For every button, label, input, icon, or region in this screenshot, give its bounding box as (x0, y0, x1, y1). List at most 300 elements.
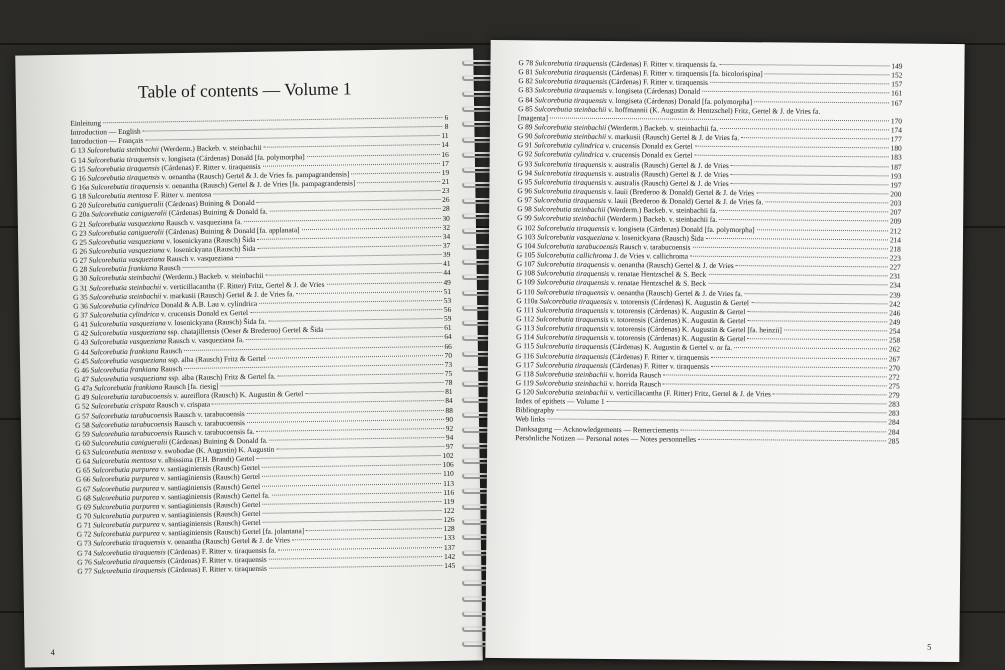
toc-entry-page: 88 (445, 405, 453, 415)
toc-entry-page: 284 (888, 427, 900, 437)
toc-entry-page: 61 (444, 323, 452, 333)
toc-entry-page: 197 (890, 180, 902, 190)
toc-entry-variety: (Werderm.) Backeb. v. steinbachii fa. (605, 214, 718, 225)
dot-leader (773, 393, 887, 395)
dot-leader (731, 174, 889, 176)
toc-entry-page: 242 (889, 299, 901, 309)
toc-entry-page: 92 (445, 423, 454, 433)
toc-entry-species: Sulcorebutia vasqueziana (89, 327, 166, 338)
toc-entry-code: [magenta] (517, 113, 549, 123)
toc-entry-species: Sulcorebutia steinbachii (535, 369, 608, 379)
dot-leader (751, 302, 887, 304)
toc-entry-code: G 103 (516, 231, 538, 242)
toc-entry-code: G 42 (73, 328, 91, 338)
dot-leader (246, 336, 442, 340)
toc-entry-code: G 91 (517, 140, 535, 150)
dot-leader (711, 366, 887, 369)
toc-entry-page: 246 (889, 308, 901, 318)
toc-entry-code: G 97 (517, 195, 534, 205)
toc-entry-code: Introduction — Français (70, 135, 144, 147)
toc-entry-code: G 92 (517, 149, 535, 159)
toc-entry-page: 145 (444, 560, 456, 570)
dot-leader (708, 274, 887, 277)
toc-entry-species: Sulcorebutia vasqueziana (90, 336, 167, 347)
toc-entry-variety: v. totorensis (Cárdenas) K. Augustin & Gertel (608, 314, 746, 326)
toc-entry-code: G 76 (77, 557, 94, 567)
toc-entry-code: G 64 (75, 456, 93, 466)
toc-entry-species: Sulcorebutia tiraquensis (533, 186, 607, 196)
toc-entry-variety: v. lauii (Brederoo & Donald) Gertel & J. de Vries (605, 186, 755, 198)
toc-entry-code: G 116 (515, 350, 536, 360)
toc-entry-variety: (Cárdenas) F. Ritter v. tiraquensis (165, 563, 267, 575)
toc-entry-label (77, 564, 267, 576)
dot-leader (257, 236, 440, 240)
toc-entry-page: 119 (443, 496, 455, 506)
toc-entry-variety: v. longiseta (Cárdenas) Donald [fa. polymorpha] (159, 151, 305, 163)
toc-entry-variety: v. losenickyana (Rausch) Šida (164, 234, 256, 246)
dot-leader (269, 556, 442, 560)
toc-entry-page: 122 (443, 505, 455, 516)
toc-entry-code: G 73 (76, 538, 94, 549)
toc-entry-species: Sulcorebutia tiraquensis (536, 314, 609, 324)
toc-entry-page: 284 (888, 417, 900, 428)
toc-entry-code: G 94 (517, 167, 535, 178)
toc-entry-code: G 98 (517, 204, 534, 214)
toc-entry-variety: v. santiaginiensis (Rausch) Gertel fa. (159, 490, 270, 502)
toc-entry-variety: v. verticillacantha (F. Ritter) Fritz, Gertel & J. de Vries (607, 388, 771, 399)
dot-leader (784, 330, 887, 332)
dot-leader (263, 163, 440, 167)
dot-leader (731, 165, 889, 167)
toc-entry-species: Sulcorebutia tiraquensis (533, 177, 607, 187)
toc-entry-variety: (Cárdenas) Buining & Donald [fa. applanata] (163, 224, 300, 237)
toc-entry-species: Sulcorebutia tarabucoensis (536, 241, 618, 251)
dot-leader (702, 91, 889, 94)
toc-entry-page: 231 (889, 271, 901, 281)
toc-entry-variety: ssp. alba (Rausch) Fritz & Gertel fa. (166, 371, 276, 383)
toc-entry-code: G 67 (75, 484, 93, 494)
toc-entry-page: 207 (890, 207, 902, 217)
toc-entry-species: Sulcorebutia canigueralii (91, 208, 167, 219)
toc-entry-species: Sulcorebutia tiraquensis (93, 556, 166, 567)
toc-entry-variety: (Werderm.) Backeb. v. steinbachii fa. (606, 122, 719, 133)
dot-leader (145, 135, 439, 141)
toc-entry-variety: v. crucensis Donald ex Gertel (603, 150, 693, 161)
toc-entry-species: Sulcorebutia crispata (91, 400, 155, 411)
toc-entry-variety: v. longiseta (Cárdenas) Donald (606, 86, 701, 97)
toc-entry-code: Danksagung — Acknowledgements — Remerciements (515, 423, 679, 435)
toc-entry-species: Sulcorebutia tiraquensis (93, 537, 166, 548)
toc-entry-species: Sulcorebutia tiraquensis (87, 163, 160, 174)
toc-entry-species: Sulcorebutia tiraquensis (536, 323, 609, 334)
toc-entry-code: G 102 (517, 222, 538, 232)
toc-entry-variety: v. aureiflora (Rausch) K. Augustin & Gertel (171, 389, 304, 401)
toc-entry-code: G 30 (72, 273, 90, 284)
toc-entry-variety: v. totorensis (Cárdenas) K. Augustin & Gertel [fa. heinzii] (608, 324, 782, 335)
toc-entry-code: G 96 (517, 186, 534, 196)
toc-entry-page: 187 (890, 161, 902, 172)
toc-entry-species: Sulcorebutia tiraquensis (536, 259, 610, 270)
toc-entry-species: Sulcorebutia tarabucoensis (91, 418, 173, 430)
toc-entry-variety: J. de Vries v. callichroma (611, 250, 689, 261)
toc-entry-code: G 23 (71, 228, 89, 238)
toc-entry-variety: v. oenantha (Rausch) Gertel & J. de Vries fa. (608, 287, 743, 298)
toc-entry-code: G 90 (517, 131, 535, 141)
toc-entry-page: 28 (442, 204, 450, 214)
toc-entry-species: Sulcorebutia steinbachii (533, 204, 606, 215)
toc-entry-code: G 68 (76, 493, 93, 503)
toc-entry-page: 102 (442, 451, 454, 461)
dot-leader (269, 208, 440, 212)
toc-entry-page: 258 (888, 335, 901, 345)
toc-entry-variety: ssp. chatajillensis (Oeser & Brederoo) Gertel & Šida (165, 325, 324, 337)
toc-entry-species: Sulcorebutia purpurea (92, 483, 160, 494)
toc-entry-code: G 105 (516, 250, 537, 260)
toc-entry-code: G 59 (75, 429, 92, 439)
toc-entry-page: 78 (444, 377, 453, 388)
toc-entry-page: 218 (889, 244, 901, 254)
toc-entry-code: G 104 (516, 240, 538, 251)
dot-leader (256, 428, 443, 432)
dot-leader (256, 455, 440, 459)
toc-entry-page: 270 (888, 363, 900, 373)
toc-entry-label (518, 113, 548, 122)
dot-leader (698, 439, 886, 442)
dot-leader (262, 501, 441, 505)
toc-entry-species: Sulcorebutia tiraquensis (533, 195, 606, 206)
dot-leader (262, 464, 441, 468)
toc-entry-variety: v. horrida Rausch (607, 378, 662, 389)
dot-leader (690, 256, 888, 259)
toc-entry-variety: v. markusii (Rausch) Gertel & J. de Vries fa. (161, 288, 295, 301)
dot-leader (706, 238, 888, 241)
toc-entry-variety: v. totorensis (Cárdenas) K. Augustin & Gertel (608, 333, 746, 344)
toc-entry-code: G 35 (72, 292, 90, 302)
toc-entry-species: Sulcorebutia purpurea (92, 519, 160, 530)
toc-entry-page: 283 (888, 399, 900, 409)
toc-entry-species: Sulcorebutia callichroma (536, 250, 612, 260)
toc-entry-code: G 63 (75, 447, 92, 457)
dot-leader (220, 382, 443, 386)
toc-entry-variety: Rausch v. tarabucoensis (172, 408, 245, 419)
toc-entry-species: Sulcorebutia vasqueziana (90, 373, 167, 384)
toc-entry-page: 133 (443, 533, 455, 543)
toc-entry-code: Bibliography (515, 405, 555, 415)
dot-leader (745, 293, 888, 295)
toc-entry-species: Sulcorebutia steinbachii (535, 387, 608, 398)
toc-entry-species: Sulcorebutia tiraquensis (93, 546, 166, 558)
toc-entry-code: G 37 (73, 310, 90, 320)
toc-entry (515, 433, 899, 445)
toc-entry-code: G 65 (75, 465, 93, 476)
toc-entry-species: Sulcorebutia purpurea (92, 501, 160, 512)
toc-entry-variety: (Cárdenas) Buining & Donald (163, 198, 255, 209)
toc-entry-species: Sulcorebutia tiraquensis (534, 67, 608, 78)
dot-leader (765, 73, 890, 75)
toc-entry-page: 267 (888, 353, 900, 364)
toc-entry-species: Sulcorebutia purpurea (93, 528, 160, 539)
toc-entry-species: Sulcorebutia tiraquensis (534, 85, 607, 96)
toc-entry-species: Sulcorebutia steinbachii (89, 291, 162, 302)
dot-leader (184, 364, 442, 369)
toc-entry-variety: v. oenantha (Rausch) Gertel & J. de Vries (609, 260, 734, 271)
toc-entry-species: Sulcorebutia tiraquensis (534, 76, 608, 87)
toc-entry-species: Sulcorebutia steinbachii (535, 378, 608, 388)
dot-leader (681, 429, 887, 432)
toc-entry-species: Sulcorebutia tiraquensis (534, 158, 607, 169)
toc-entry-page: 227 (889, 262, 901, 272)
toc-entry-page: 223 (889, 253, 901, 263)
dot-leader (263, 510, 442, 514)
toc-entry-page: 97 (445, 441, 454, 451)
dot-leader (212, 400, 443, 405)
toc-entry-variety: v. verticillacantha (F. Ritter) Fritz, Gertel & J. de Vries (161, 279, 325, 291)
toc-entry-code: Web links (515, 414, 546, 424)
toc-entry-species: Sulcorebutia cylindrica (89, 300, 159, 311)
toc-entry-code: G 72 (76, 529, 94, 540)
toc-entry-variety: Rausch (158, 345, 183, 355)
toc-entry-code: G 66 (75, 474, 93, 485)
toc-entry-species: Sulcorebutia mentosa (91, 455, 157, 466)
toc-entry-species: Sulcorebutia tiraquensis (536, 277, 609, 288)
dot-leader (547, 419, 886, 423)
toc-entry-species: Sulcorebutia vasqueziana (88, 254, 165, 265)
toc-entry-variety: Rausch v. tarabucoensis (172, 417, 245, 428)
toc-entry-code: G 107 (516, 259, 537, 269)
dot-leader (305, 391, 443, 394)
toc-entry-label (70, 118, 101, 128)
toc-entry-page: 44 (443, 268, 451, 278)
toc-list-left (70, 113, 455, 576)
toc-entry-variety: v. oenantha (Rausch) Gertel & J. de Vries (165, 535, 291, 547)
toc-entry-code: G 28 (72, 264, 90, 275)
toc-entry-code: G 118 (515, 368, 536, 379)
dot-leader (262, 483, 441, 487)
toc-entry-page: 66 (444, 341, 452, 351)
toc-entry-code: G 81 (518, 67, 535, 77)
dot-leader (247, 409, 444, 413)
toc-entry-species: Sulcorebutia steinbachii (533, 213, 606, 224)
toc-entry-variety: v. hoffmannii (K. Augustin & Hentzschel) Fritz, Gertel & J. de Vries fa. (606, 104, 821, 116)
toc-entry-page: 113 (443, 478, 455, 488)
toc-entry-variety: v. crucensis Donald ex Gertel (158, 307, 249, 319)
toc-entry-species: Sulcorebutia purpurea (92, 473, 159, 484)
toc-entry-page: 64 (444, 332, 452, 342)
toc-entry-code: G 25 (72, 237, 89, 247)
toc-entry-species: Sulcorebutia tiraquensis (534, 94, 607, 105)
toc-entry-page: 16 (441, 149, 449, 159)
toc-entry-variety: v. renatae Hentzschel & S. Beck (608, 269, 707, 280)
toc-entry-code: Persönliche Notizen — Personal notes — Notes personnelles (515, 432, 697, 444)
toc-entry-species: Sulcorebutia cylindrica (534, 140, 604, 151)
toc-entry-variety: (Cárdenas) K. Augustin & Gertel v. or fa. (608, 342, 733, 353)
toc-entry-variety: ssp. alba (Rausch) Fritz & Gertel (166, 353, 266, 364)
toc-entry-species: Sulcorebutia canigueralii (87, 199, 164, 210)
toc-entry-species: Sulcorebutia tiraquensis (535, 341, 609, 352)
toc-entry-page: 249 (889, 317, 901, 327)
dot-leader (244, 218, 440, 222)
toc-entry-species: Sulcorebutia vasqueziana (88, 245, 165, 256)
toc-entry-species: Sulcorebutia vasqueziana (537, 232, 614, 242)
toc-entry-species: Sulcorebutia frankiana (88, 263, 158, 274)
toc-entry-variety: v. santiaginiensis (Rausch) Gertel (159, 499, 261, 511)
toc-entry-variety: v. australis (Rausch) Gertel & J. de Vries (606, 177, 729, 188)
dot-leader (747, 338, 887, 340)
toc-entry-variety: v. oenantha (Rausch) Gertel & J. de Vries [fa. pampagrandensis] (163, 178, 356, 191)
dot-leader (272, 492, 442, 496)
toc-entry-species: Sulcorebutia steinbachii (534, 104, 607, 114)
toc-entry-page: 177 (890, 134, 902, 144)
toc-entry-page: 126 (443, 514, 455, 525)
toc-entry-species: Sulcorebutia tarabucoensis (90, 391, 172, 402)
toc-entry-species: Sulcorebutia vasqueziana (88, 236, 165, 247)
toc-entry-code: G 110a (516, 295, 540, 306)
toc-entry-variety: v. santiaginiensis (Rausch) Gertel (158, 463, 260, 474)
toc-entry-species: Sulcorebutia purpurea (92, 492, 160, 503)
toc-entry-page: 84 (445, 396, 453, 406)
left-page (15, 48, 483, 667)
toc-entry-page: 90 (445, 414, 454, 424)
dot-leader (265, 272, 441, 276)
toc-entry-page: 279 (888, 390, 900, 400)
dot-leader (351, 172, 439, 174)
toc-entry-variety: v. santiaginiensis (Rausch) Gertel (159, 518, 261, 529)
toc-entry-page: 39 (442, 249, 451, 260)
toc-entry-page: 152 (891, 70, 903, 80)
toc-entry-code: G 117 (515, 359, 536, 369)
toc-entry-page: 26 (442, 195, 450, 205)
toc-entry-code: G 47 (74, 374, 91, 384)
dot-leader (748, 320, 888, 322)
toc-entry-variety: v. oenantha (Rausch) Gertel & J. de Vries fa. pampagrandensis] (159, 169, 350, 182)
toc-entry-page: 149 (891, 61, 903, 71)
toc-entry-page: 49 (443, 277, 451, 287)
toc-entry-page: 128 (443, 524, 455, 534)
dot-leader (663, 374, 887, 377)
toc-entry-species: Sulcorebutia tiraquensis (536, 286, 609, 297)
toc-entry-page: 53 (443, 295, 452, 305)
toc-entry-page: 283 (888, 408, 900, 418)
toc-entry-code: G 26 (72, 246, 89, 256)
toc-entry-page: 37 (442, 240, 451, 250)
toc-entry-species: Sulcorebutia tiraquensis (537, 222, 610, 233)
dot-leader (263, 519, 442, 523)
toc-entry-variety: (Cárdenas) F. Ritter v. tiraquensis (165, 554, 267, 566)
page-number-left: 4 (50, 647, 55, 658)
dot-leader (754, 101, 889, 103)
dot-leader (278, 547, 442, 551)
toc-entry-page: 56 (443, 304, 452, 314)
toc-entry-variety: v. markusii (Rausch) Gertel & J. de Vries fa. (606, 132, 740, 143)
toc-entry-code: G 52 (74, 401, 92, 412)
toc-entry-species: Sulcorebutia tiraquensis (539, 296, 612, 306)
toc-entry-page: 106 (442, 460, 454, 470)
dot-leader (250, 309, 442, 313)
toc-entry-species: Sulcorebutia tiraquensis (93, 565, 167, 576)
toc-entry-page: 110 (442, 469, 454, 479)
toc-entry-code: G 93 (517, 158, 535, 168)
toc-entry-variety: v. santiaginiensis (Rausch) Gertel (159, 508, 261, 520)
toc-entry-code: G 16 (71, 173, 88, 183)
toc-entry-code: G 46 (74, 365, 91, 375)
toc-entry-code: Index of epithets — Volume 1 (515, 396, 605, 407)
toc-entry-page: 161 (891, 88, 903, 98)
toc-entry-variety: Rausch (157, 263, 181, 273)
dot-leader (710, 82, 889, 85)
toc-entry-variety: (Cárdenas) F. Ritter v. tiraquensis (159, 161, 261, 173)
toc-entry-code: G 43 (73, 337, 91, 348)
dot-leader (302, 227, 441, 230)
toc-entry-species: Sulcorebutia steinbachii (87, 144, 160, 155)
toc-entry-variety: Rausch v. vasqueziana fa. (164, 216, 243, 227)
toc-entry-page: 200 (890, 189, 902, 199)
toc-entry-variety: Rausch v. tarabucoensis fa. (172, 426, 255, 437)
toc-entry-code: G 89 (517, 122, 535, 132)
toc-entry-label (515, 433, 696, 444)
toc-entry-page: 8 (444, 121, 449, 132)
dot-leader (556, 410, 886, 414)
toc-entry-species: Sulcorebutia tiraquensis (90, 181, 164, 192)
toc-entry-species: Sulcorebutia steinbachii (534, 122, 607, 132)
toc-entry-species: Sulcorebutia frankiana (94, 382, 163, 393)
dot-leader (607, 401, 887, 404)
dot-leader (708, 283, 887, 286)
toc-entry-page: 17 (441, 158, 450, 168)
toc-entry-page: 285 (888, 436, 900, 446)
toc-entry-page: 272 (888, 372, 900, 382)
toc-entry-page: 234 (889, 280, 901, 290)
toc-entry-species: Sulcorebutia frankiana (90, 364, 159, 375)
toc-entry-page: 262 (888, 344, 901, 354)
toc-entry-page: 254 (889, 326, 901, 336)
toc-entry-species: Sulcorebutia cylindrica (89, 309, 160, 320)
toc-entry-code: G 58 (74, 420, 92, 430)
dot-leader (183, 263, 441, 268)
toc-entry-page: 212 (889, 225, 902, 236)
toc-entry-species: Sulcorebutia steinbachii (89, 272, 162, 283)
dot-leader (731, 183, 889, 185)
toc-entry-species: Sulcorebutia mentosa (87, 190, 152, 201)
dot-leader (307, 154, 440, 157)
toc-entry-variety: v. renatae Hentzschel & S. Beck (608, 278, 707, 289)
toc-entry-code: G 49 (74, 392, 92, 402)
dot-leader (756, 192, 888, 194)
toc-entry-code: G 47a (74, 383, 95, 393)
toc-entry-page: 137 (443, 542, 456, 552)
toc-entry-species: Sulcorebutia tarabucoensis (91, 409, 173, 420)
toc-entry-code: G 36 (73, 301, 90, 311)
dot-leader (663, 383, 887, 386)
dot-leader (736, 265, 888, 267)
toc-entry-variety: v. lauii (Brederoo & Donald) Gertel & J. de Vries fa. (605, 196, 764, 207)
toc-entry-page: 32 (442, 222, 451, 232)
toc-entry-page: 14 (441, 140, 449, 150)
toc-entry-page: 214 (889, 235, 902, 245)
toc-entry-variety: (Cárdenas) Buining & Donald fa. (166, 207, 268, 218)
dot-leader (757, 229, 888, 231)
dot-leader (259, 300, 442, 304)
dot-leader (184, 345, 442, 350)
toc-entry-code: G 99 (517, 213, 534, 223)
toc-entry-species: Sulcorebutia tiraquensis (535, 350, 609, 361)
toc-entry-code: G 120 (515, 387, 536, 397)
toc-entry-page: 75 (444, 368, 453, 378)
toc-entry-species: Sulcorebutia vasqueziana (89, 318, 166, 329)
toc-entry-variety: v. longiseta (Cárdenas) Donald [fa. polymorpha] (609, 223, 755, 234)
toc-entry-page: 34 (442, 231, 451, 241)
dot-leader (247, 419, 444, 423)
toc-entry-variety: Rausch v. vasqueziana fa. (165, 335, 245, 346)
